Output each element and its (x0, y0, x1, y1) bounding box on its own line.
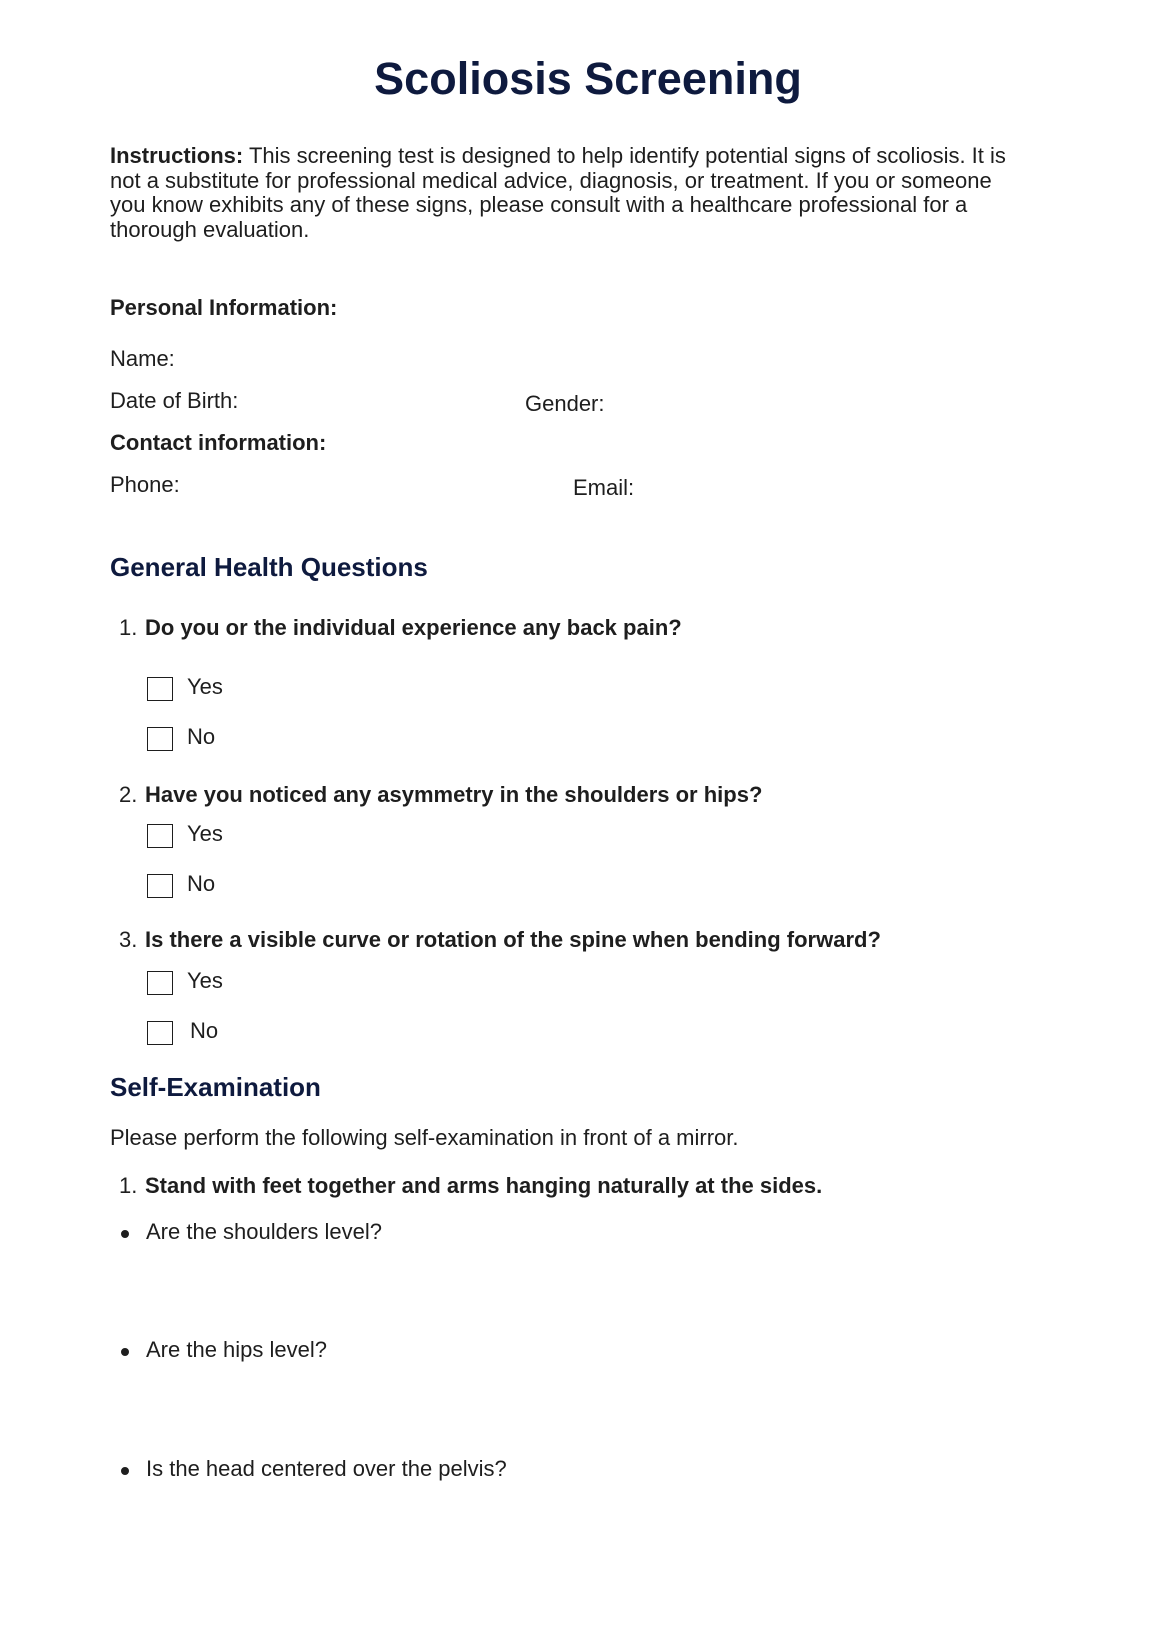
gender-field-label: Gender: (525, 391, 605, 416)
self-exam-step-1-number: 1. (119, 1173, 138, 1198)
check-head-centered: Is the head centered over the pelvis? (146, 1456, 507, 1481)
self-exam-step-1 (119, 1173, 822, 1199)
self-exam-step-1-text: Stand with feet together and arms hanging naturally at the sides. (145, 1173, 823, 1198)
question-2-no-label: No (187, 871, 216, 896)
phone-field-label: Phone: (110, 472, 180, 497)
question-3 (119, 927, 881, 953)
bullet-dot (121, 1467, 129, 1475)
question-3-no-checkbox[interactable] (147, 1021, 173, 1045)
general-health-heading: General Health Questions (110, 552, 428, 582)
dob-field-label: Date of Birth: (110, 388, 239, 413)
page-title: Scoliosis Screening (374, 53, 802, 104)
contact-info-heading: Contact information: (110, 430, 327, 455)
question-1-no-label: No (187, 724, 216, 749)
question-2-yes-label: Yes (187, 821, 223, 846)
question-3-number: 3. (119, 927, 138, 952)
self-examination-heading: Self-Examination (110, 1072, 321, 1102)
question-3-yes-checkbox[interactable] (147, 971, 173, 995)
question-1-no-checkbox[interactable] (147, 727, 173, 751)
question-1-yes-checkbox[interactable] (147, 677, 173, 701)
instructions-text: This screening test is designed to help identify potential signs of scoliosis. It is not a substitute for professional medical advice, diagnosis, or treatment. If you or someone you know exhibits any of these signs, please consult with a healthcare professional for a thorough evaluation. (110, 143, 1006, 242)
instructions (110, 144, 1010, 242)
question-2-yes-checkbox[interactable] (147, 824, 173, 848)
question-1 (119, 615, 682, 641)
name-field-label: Name: (110, 346, 175, 371)
question-2 (119, 782, 762, 808)
bullet-dot (121, 1230, 129, 1238)
check-hips-level: Are the hips level? (146, 1337, 327, 1362)
instructions-label: Instructions: (110, 143, 244, 168)
question-2-text: Have you noticed any asymmetry in the shoulders or hips? (145, 782, 763, 807)
personal-info-heading: Personal Information: (110, 295, 338, 320)
self-examination-intro: Please perform the following self-examination in front of a mirror. (110, 1125, 739, 1150)
email-field-label: Email: (573, 475, 635, 500)
check-shoulders-level: Are the shoulders level? (146, 1219, 383, 1244)
question-1-number: 1. (119, 615, 138, 640)
question-2-no-checkbox[interactable] (147, 874, 173, 898)
question-3-yes-label: Yes (187, 968, 223, 993)
question-2-number: 2. (119, 782, 138, 807)
question-1-yes-label: Yes (187, 674, 223, 699)
question-3-no-label: No (190, 1018, 219, 1043)
bullet-dot (121, 1348, 129, 1356)
question-3-text: Is there a visible curve or rotation of the spine when bending forward? (145, 927, 881, 952)
question-1-text: Do you or the individual experience any back pain? (145, 615, 682, 640)
